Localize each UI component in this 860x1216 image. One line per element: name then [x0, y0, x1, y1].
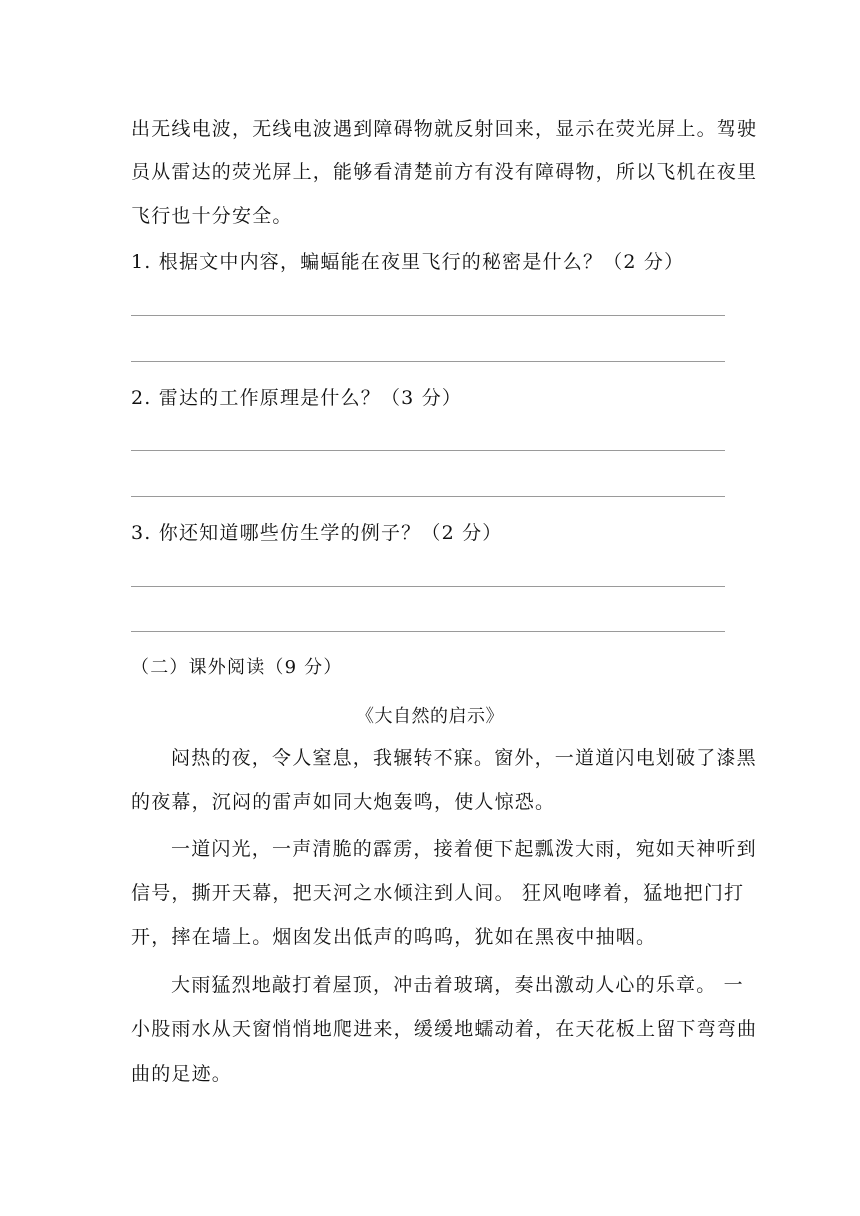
- section-heading: （二）课外阅读（9 分）: [131, 657, 343, 678]
- essay-line: 的夜幕，沉闷的雷声如同大炮轰鸣，使人惊恐。: [131, 791, 556, 813]
- question-2: 2. 雷达的工作原理是什么？（3 分）: [131, 387, 463, 409]
- question-1: 1. 根据文中内容，蝙蝠能在夜里飞行的秘密是什么？（2 分）: [131, 251, 685, 273]
- answer-line[interactable]: [131, 631, 725, 632]
- essay-line: 信号，撕开天幕，把天河之水倾注到人间。 狂风咆哮着，猛地把门打: [131, 882, 745, 904]
- question-3: 3. 你还知道哪些仿生学的例子？（2 分）: [131, 522, 503, 544]
- essay-line: 曲的足迹。: [131, 1063, 233, 1085]
- answer-line[interactable]: [131, 496, 725, 497]
- answer-line[interactable]: [131, 361, 725, 362]
- essay-line: 小股雨水从天窗悄悄地爬进来，缓缓地蠕动着，在天花板上留下弯弯曲: [131, 1018, 758, 1040]
- passage-line: 出无线电波，无线电波遇到障碍物就反射回来，显示在荧光屏上。驾驶: [131, 118, 758, 140]
- answer-line[interactable]: [131, 450, 725, 451]
- essay-line: 闷热的夜，令人窒息，我辗转不寐。窗外，一道道闪电划破了漆黑: [171, 747, 757, 769]
- answer-line[interactable]: [131, 586, 725, 587]
- passage-line: 员从雷达的荧光屏上，能够看清楚前方有没有障碍物，所以飞机在夜里: [131, 161, 758, 183]
- passage-line: 飞行也十分安全。: [131, 205, 293, 227]
- essay-line: 开，摔在墙上。烟囱发出低声的呜呜，犹如在黑夜中抽咽。: [131, 926, 657, 948]
- essay-title: 《大自然的启示》: [356, 706, 504, 727]
- answer-line[interactable]: [131, 315, 725, 316]
- essay-line: 大雨猛烈地敲打着屋顶，冲击着玻璃，奏出激动人心的乐章。 一: [171, 974, 744, 996]
- essay-line: 一道闪光，一声清脆的霹雳，接着便下起瓢泼大雨，宛如天神听到: [171, 838, 757, 860]
